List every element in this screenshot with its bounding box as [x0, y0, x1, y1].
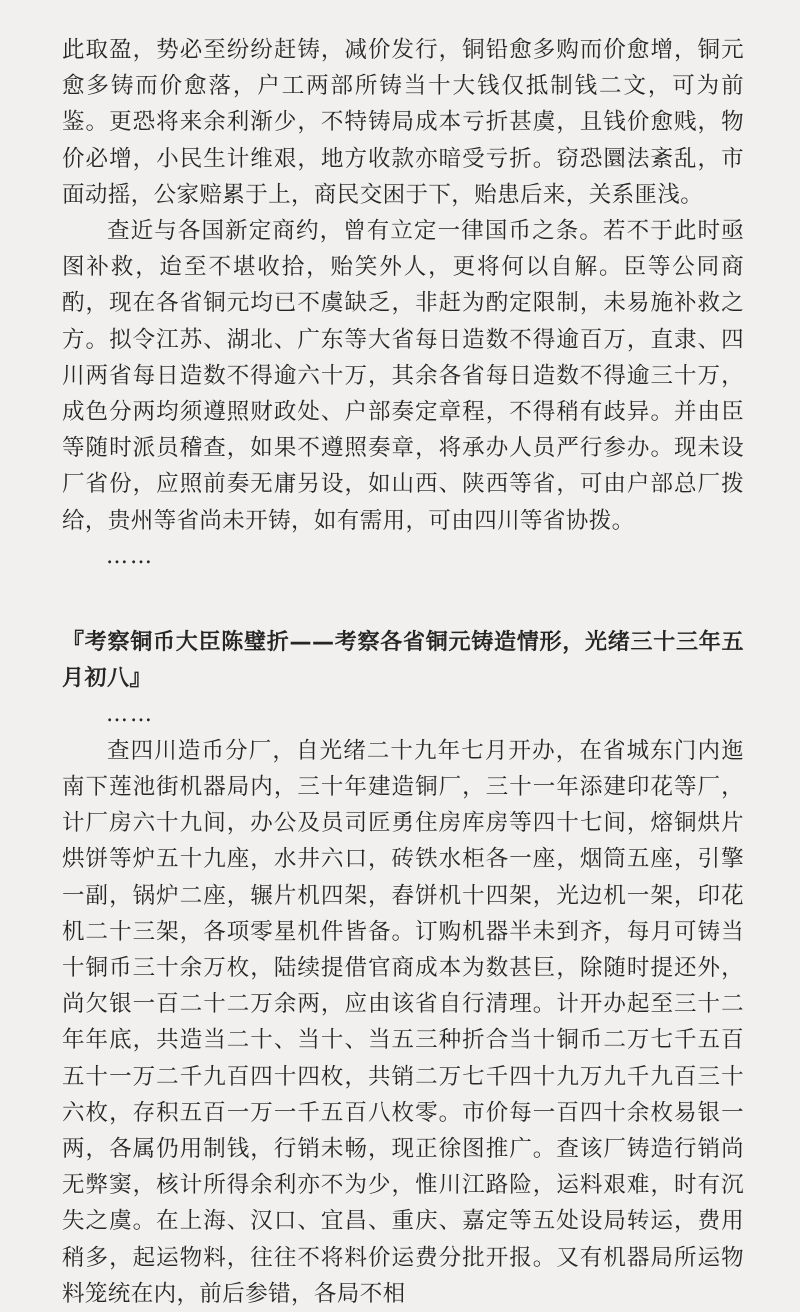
body-paragraph-3: 查四川造币分厂，自光绪二十九年七月开办，在省城东门内迤南下莲池街机器局内，三十年建造铜厂，三十一年添建印花等厂，计厂房六十九间，办公及员司匠勇住房库房等四十七间，熔铜烘片烘饼等炉五十九座，水井六口，砖铁水柜各一座，烟筒五座，引擎一副，锅炉二座，辗片机四架，舂饼机十四架，光边机一架，印花机二十三架，各项零星机件皆备。订购机器半未到齐，每月可铸当十铜币三十余万枚，陆续提借官商成本为数甚巨，除随时提还外，尚欠银一百二十二万余两，应由该省自行清理。计开办起至三十二年年底，共造当二十、当十、当五三种折合当十铜币二万七千五百五十一万二千九百四十四枚，共销二万七千四十九万九千九百三十六枚，存积五百一万一千五百八枚零。市价每一百四十余枚易银一两，各属仍用制钱，行销未畅，现正徐图推广。查该厂铸造行销尚无弊窦，核计所得余利亦不为少，惟川江路险，运料艰难，时有沉失之虞。在上海、汉口、宜昌、重庆、嘉定等五处设局转运，费用稍多，起运物料，往往不将料价运费分批开报。又有机器局所运物料笼统在内，前后参错，各局不相 — [62, 737, 744, 1307]
body-paragraph-1: 此取盈，势必至纷纷赶铸，减价发行，铜铅愈多购而价愈增，铜元愈多铸而价愈落，户工两部所铸当十大钱仅抵制钱二文，可为前鉴。更恐将来余利渐少，不特铸局成本亏折甚虞，且钱价愈贱，物价必增，小民生计维艰，地方收款亦暗受亏折。窃恐圜法紊乱，市面动摇，公家赔累于上，商民交困于下，贻患后来，关系匪浅。 — [62, 37, 744, 208]
body-paragraph-2: 查近与各国新定商约，曾有立定一律国币之条。若不于此时亟图补救，迨至不堪收拾，贻笑外人，更将何以自解。臣等公同商酌，现在各省铜元均已不虞缺乏，非赶为酌定限制，未易施补救之方。拟令江苏、湖北、广东等大省每日造数不得逾百万，直隶、四川两省每日造数不得逾六十万，其余各省每日造数不得逾三十万，成色分两均须遵照财政处、户部奏定章程，不得稍有歧异。并由臣等随时派员稽查，如果不遵照奏章，将承办人员严行参办。现未设厂省份，应照前奏无庸另设，如山西、陕西等省，可由户部总厂拨给，贵州等省尚未开铸，如有需用，可由四川等省协拨。 — [62, 218, 744, 534]
ellipsis-2: …… — [106, 701, 154, 727]
ellipsis-1: …… — [106, 543, 154, 569]
section-heading: 『考察铜币大臣陈璧折——考察各省铜元铸造情形，光绪三十三年五月初八』 — [62, 629, 744, 691]
